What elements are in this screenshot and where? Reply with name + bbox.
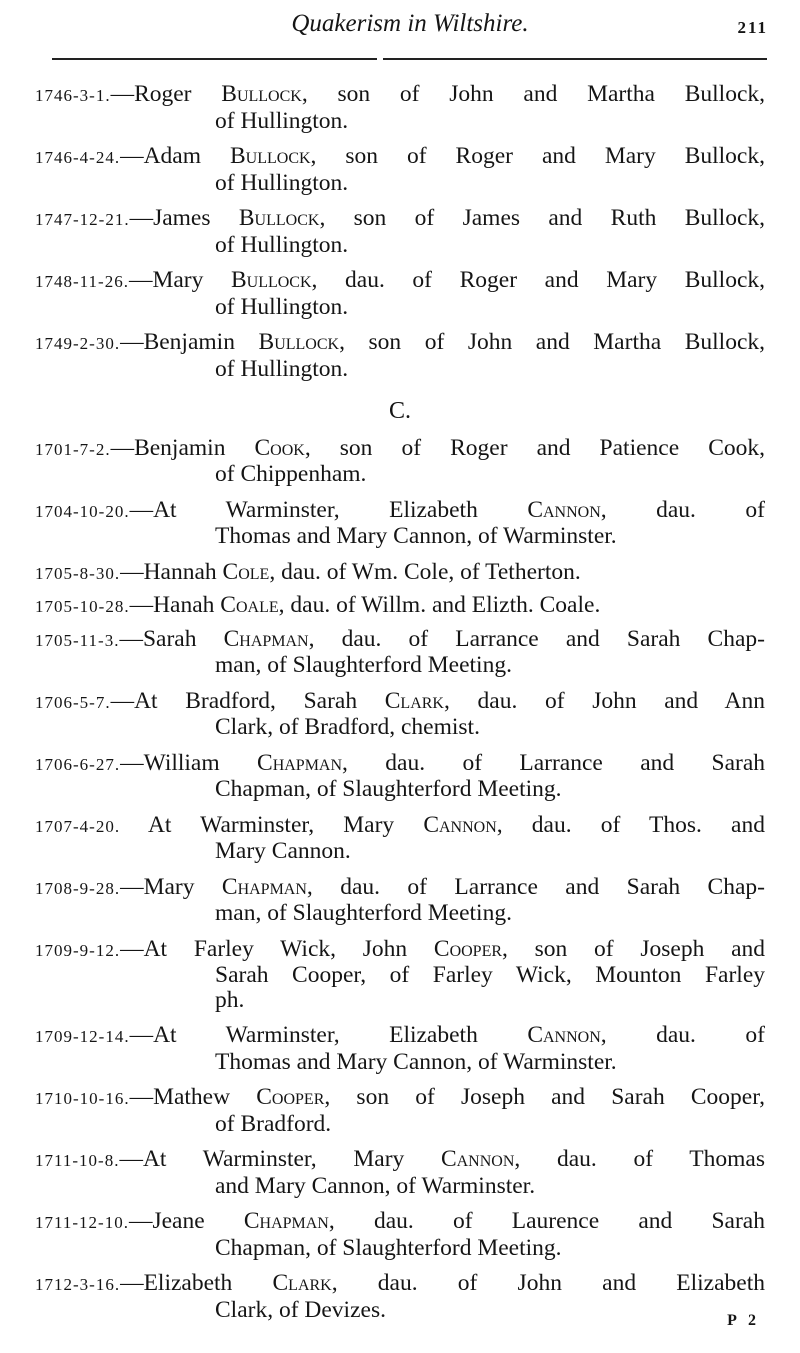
entry-date: 1709-9-12.	[35, 940, 121, 960]
entry-date: 1711-10-8.	[35, 1151, 120, 1170]
entry-separator: —	[120, 873, 144, 900]
register-entry	[35, 498, 765, 549]
register-entry	[35, 689, 765, 740]
entry-separator: —	[119, 625, 143, 652]
entry-separator: —	[129, 1084, 154, 1110]
entry-separator: —	[110, 687, 135, 714]
entry-continuation-line: Clark, of Devizes.	[215, 1296, 386, 1323]
register-entry	[35, 206, 765, 257]
entry-separator: —	[120, 558, 144, 585]
entry-first-line	[35, 1147, 765, 1174]
entry-detail: , son of John and Martha Bullock,	[339, 329, 765, 355]
entry-date: 1707-4-20.	[35, 816, 121, 836]
entry-detail: , dau. of Larrance and Sarah Chap-	[306, 873, 765, 900]
entry-surname: Chapman	[257, 749, 343, 776]
entry-date: 1701-7-2.	[35, 439, 111, 459]
entry-detail: , son of Joseph and	[502, 935, 765, 962]
entry-detail: , dau. of Wm. Cole, of Tetherton.	[269, 558, 581, 585]
entry-first-line	[35, 1271, 765, 1298]
entry-surname: Chapman	[243, 1208, 329, 1234]
register-entry	[35, 1271, 765, 1322]
entry-first-line	[35, 627, 765, 654]
entry-surname: Clark	[384, 687, 444, 714]
entry-given-text: William	[143, 749, 258, 776]
entry-given-text: Sarah	[142, 625, 224, 652]
entry-surname: Cooper	[433, 935, 503, 962]
entry-first-line	[35, 560, 765, 587]
entry-detail: , son of John and Martha Bullock,	[301, 81, 765, 107]
entry-separator: —	[129, 1022, 154, 1048]
entry-surname: Cook	[254, 434, 305, 461]
entry-continuation-line: of Hullington.	[215, 231, 349, 258]
page-number: 211	[737, 18, 768, 37]
entry-detail: , dau. of	[600, 1022, 765, 1048]
entry-separator: —	[128, 1208, 153, 1234]
entry-surname: Bullock	[229, 143, 311, 169]
register-entry	[35, 436, 765, 487]
entry-given-text: Adam	[143, 143, 230, 169]
entry-date: 1706-6-27.	[35, 754, 121, 774]
entry-continuation-line: of Hullington.	[215, 169, 349, 196]
entry-detail: , dau. of John and Elizabeth	[331, 1270, 765, 1296]
running-head-title: Quakerism in Wiltshire.	[291, 10, 529, 37]
entry-continuation-line: Chapman, of Slaughterford Meeting.	[215, 776, 562, 802]
entry-separator: —	[120, 143, 144, 169]
entry-surname: Clark	[272, 1270, 332, 1296]
entry-first-line	[35, 1209, 765, 1236]
entry-surname: Cannon	[527, 1022, 601, 1048]
entry-surname: Cooper	[256, 1084, 325, 1110]
entry-first-line	[35, 875, 765, 902]
entry-detail: , dau. of John and Ann	[443, 687, 765, 714]
entry-separator: —	[128, 267, 153, 293]
entry-detail: , dau. of Roger and Mary Bullock,	[311, 267, 765, 293]
entry-given-text: Mary	[143, 873, 222, 900]
register-entry	[35, 1147, 765, 1198]
entries-b	[35, 82, 765, 381]
entry-separator: —	[120, 329, 144, 355]
entry-first-line	[35, 330, 765, 357]
entry-surname: Cole	[222, 558, 270, 585]
register-entry	[35, 144, 765, 195]
entry-detail: , dau. of Willm. and Elizth. Coale.	[278, 592, 601, 618]
entry-date: 1747-12-21.	[35, 210, 130, 229]
entry-date: 1706-5-7.	[35, 692, 111, 712]
entry-separator: —	[120, 935, 144, 962]
entry-given-text: James	[153, 205, 239, 231]
entry-continuation-line: Thomas and Mary Cannon, of Warminster.	[215, 523, 617, 549]
entry-given-text: Mary	[152, 267, 231, 293]
entry-continuation-line: and Mary Cannon, of Warminster.	[215, 1172, 536, 1199]
entry-continuation-line: of Bradford.	[215, 1110, 332, 1137]
entry-surname: Bullock	[221, 81, 302, 107]
entry-continuation-line: man, of Slaughterford Meeting.	[215, 900, 512, 926]
entry-given-text: At Warminster, Elizabeth	[153, 1022, 528, 1048]
entry-surname: Chapman	[223, 625, 309, 652]
entry-date: 1704-10-20.	[35, 501, 130, 521]
entry-surname: Chapman	[221, 873, 307, 900]
entry-first-line	[35, 1023, 765, 1050]
entry-continuation-line: Chapman, of Slaughterford Meeting.	[215, 1234, 562, 1261]
header-rule	[383, 58, 767, 60]
entry-given-text: At Warminster, Elizabeth	[153, 496, 528, 523]
entry-surname: Bullock	[258, 329, 340, 355]
entry-given-text: Elizabeth	[143, 1270, 273, 1296]
entry-detail: , dau. of Larrance and Sarah	[342, 749, 766, 776]
entry-date: 1712-3-16.	[35, 1275, 121, 1294]
entry-detail: , dau. of Thos. and	[496, 811, 765, 838]
entry-continuation-line: Clark, of Bradford, chemist.	[215, 714, 480, 740]
header-rule	[52, 58, 377, 60]
entry-first-line	[35, 937, 765, 964]
register-entry	[35, 593, 765, 620]
register-entry	[35, 330, 765, 381]
entry-given-text: At Warminster, Mary	[142, 1146, 441, 1172]
entry-date: 1705-8-30.	[35, 563, 121, 583]
entry-given-text: Roger	[134, 81, 222, 107]
register-entry	[35, 751, 765, 802]
entry-continuation-line: of Hullington.	[215, 293, 349, 320]
entry-given-text: At Bradford, Sarah	[134, 687, 385, 714]
entry-continuation-line: Sarah Cooper, of Farley Wick, Mounton Farley	[215, 962, 765, 988]
entry-continuation-line: of Hullington.	[215, 355, 349, 382]
entry-first-line	[35, 144, 765, 171]
entry-date: 1705-11-3.	[35, 630, 120, 650]
entry-continuation-line: of Chippenham.	[215, 461, 367, 487]
signature-mark: P 2	[727, 1312, 760, 1329]
entry-detail: , son of James and Ruth Bullock,	[319, 205, 766, 231]
entry-continuation-line: Thomas and Mary Cannon, of Warminster.	[215, 1048, 617, 1075]
entry-separator: —	[129, 205, 154, 231]
page-body	[35, 82, 765, 1333]
entry-first-line	[35, 751, 765, 778]
entry-separator: —	[129, 592, 154, 618]
entry-date: 1746-3-1.	[35, 86, 111, 105]
entries-c	[35, 436, 765, 1323]
entry-detail: , son of Joseph and Sarah Cooper,	[324, 1084, 765, 1110]
entry-first-line	[35, 206, 765, 233]
entry-surname: Cannon	[423, 811, 497, 838]
entry-surname: Cannon	[527, 496, 601, 523]
entry-first-line	[35, 1085, 765, 1112]
entry-surname: Bullock	[238, 205, 320, 231]
entry-date: 1746-4-24.	[35, 148, 121, 167]
entry-separator	[120, 812, 148, 838]
entry-separator: —	[119, 1146, 143, 1172]
entry-date: 1708-9-28.	[35, 878, 121, 898]
entry-separator: —	[110, 434, 135, 461]
entry-date: 1749-2-30.	[35, 334, 121, 353]
entry-date: 1705-10-28.	[35, 597, 130, 616]
entry-given-text: Benjamin	[134, 434, 255, 461]
entry-date: 1710-10-16.	[35, 1089, 130, 1108]
entry-given-text: At Warminster, Mary	[147, 811, 424, 838]
entry-surname: Cannon	[440, 1146, 515, 1172]
entry-continuation-line: man, of Slaughterford Meeting.	[215, 652, 512, 678]
register-entry	[35, 937, 765, 1013]
entry-continuation-line: ph.	[215, 986, 245, 1013]
entry-detail: , son of Roger and Mary Bullock,	[310, 143, 765, 169]
register-entry	[35, 1023, 765, 1074]
register-entry	[35, 268, 765, 319]
entry-separator: —	[110, 81, 135, 107]
entry-separator: —	[129, 496, 154, 523]
register-entry	[35, 1209, 765, 1260]
entry-date: 1748-11-26.	[35, 272, 129, 291]
entry-date: 1709-12-14.	[35, 1027, 130, 1046]
entry-given-text: Jeane	[152, 1208, 244, 1234]
entry-given-text: Benjamin	[143, 329, 259, 355]
entry-detail: , dau. of Thomas	[514, 1146, 765, 1172]
entry-surname: Bullock	[230, 267, 312, 293]
register-entry	[35, 560, 765, 587]
entry-given-text: Hannah	[143, 558, 223, 585]
entry-first-line	[35, 498, 765, 525]
entry-first-line	[35, 689, 765, 716]
register-entry	[35, 813, 765, 864]
entry-detail: , dau. of Larrance and Sarah Chap-	[308, 625, 765, 652]
entry-given-text: Hanah	[153, 592, 221, 618]
entry-given-text: Mathew	[153, 1084, 257, 1110]
entry-continuation-line: of Hullington.	[215, 107, 349, 134]
entry-separator: —	[120, 749, 144, 776]
register-entry	[35, 875, 765, 926]
entry-given-text: At Farley Wick, John	[143, 935, 434, 962]
register-entry	[35, 1085, 765, 1136]
entry-date: 1711-12-10.	[35, 1213, 129, 1232]
section-heading: C.	[388, 398, 411, 424]
entry-first-line	[35, 268, 765, 295]
entry-detail: , son of Roger and Patience Cook,	[304, 434, 765, 461]
entry-separator: —	[120, 1270, 144, 1296]
register-entry	[35, 627, 765, 678]
entry-detail: , dau. of	[600, 496, 765, 523]
entry-first-line	[35, 593, 765, 620]
entry-detail: , dau. of Laurence and Sarah	[328, 1208, 765, 1234]
entry-first-line	[35, 82, 765, 109]
entry-surname: Coale	[220, 592, 279, 618]
entry-first-line	[35, 813, 765, 840]
register-entry	[35, 82, 765, 133]
entry-continuation-line: Mary Cannon.	[215, 838, 351, 864]
entry-first-line	[35, 436, 765, 463]
